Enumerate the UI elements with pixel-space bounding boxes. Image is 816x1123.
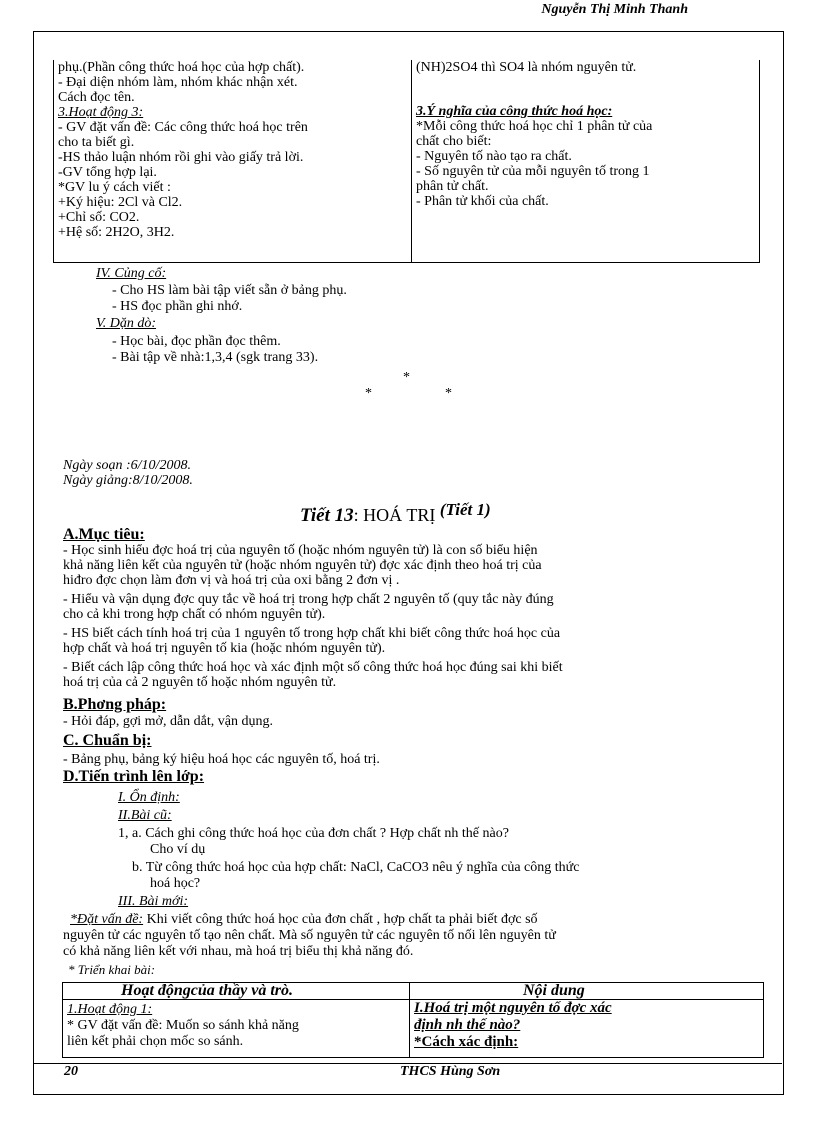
tt-left-heading: 3.Hoạt động 3: [58, 105, 144, 120]
muc-tieu-heading: A.Mục tiêu: [63, 526, 145, 543]
tt-left-line: - GV đặt vấn đề: Các công thức hoá học trên [58, 120, 308, 135]
iv-item: - Cho HS làm bài tập viết sẵn ở bảng phụ. [112, 283, 347, 298]
star-separator: * [365, 386, 372, 401]
bai-cu: II.Bài cũ: [118, 808, 172, 823]
tt-left-line: -HS thảo luận nhóm rồi ghi vào giấy trả lời. [58, 150, 304, 165]
tt-right-line: (NH)2SO4 thì SO4 là nhóm nguyên tử. [416, 60, 637, 75]
top-table-right [416, 60, 756, 209]
tt-right-line: - Phân tử khối của chất. [416, 194, 549, 209]
muc-tieu-line: - Biết cách lập công thức hoá học và xác định một số công thức hoá học đúng sai khi biết [63, 660, 563, 675]
v-label: V. Dặn dò: [96, 316, 157, 331]
date-giang: Ngày giảng:8/10/2008. [63, 473, 193, 488]
tt-left-line: *GV lu ý cách viết : [58, 180, 171, 195]
table-header-activity: Hoạt độngcủa thầy và trò. [121, 982, 294, 999]
activity-table [62, 982, 764, 1058]
tt-right-line: chất cho biết: [416, 134, 492, 149]
dat-van-de [70, 912, 538, 927]
v-item: - Bài tập về nhà:1,3,4 (sgk trang 33). [112, 350, 319, 365]
date-soan: Ngày soạn :6/10/2008. [63, 458, 191, 473]
muc-tieu-line: hợp chất và hoá trị nguyên tố kia (hoặc nhóm nguyên tử). [63, 641, 386, 656]
dat-van-de-text: Khi viết công thức hoá học của đơn chất , hợp chất ta phải biết đợc số [143, 912, 538, 927]
star-separator: * [403, 370, 410, 385]
chuan-bi-text: - Bảng phụ, bảng ký hiệu hoá học các nguyên tố, hoá trị. [63, 752, 380, 767]
question-1b: b. Từ công thức hoá học của hợp chất: NaCl, CaCO3 nêu ý nghĩa của công thức [132, 860, 580, 875]
tt-right-line: *Mỗi công thức hoá học chỉ 1 phân tử của [416, 119, 653, 134]
lesson-title [300, 500, 491, 526]
on-dinh: I. Ổn định: [118, 790, 180, 805]
top-table [53, 60, 760, 263]
content-heading-2: định nh thế nào? [414, 1017, 521, 1033]
activity-1-line: liên kết phải chọn mốc so sánh. [67, 1034, 244, 1049]
dat-van-de-line: nguyên tử các nguyên tố tạo nên chất. Mà số nguyên tử các nguyên tố nối lên nguyên tử [63, 928, 556, 943]
dat-van-de-label: *Đặt vấn đề: [70, 912, 144, 927]
tt-right-line: phân tử chất. [416, 179, 489, 194]
tt-left-line: cho ta biết gì. [58, 135, 135, 150]
content-heading-1: I.Hoá trị một nguyên tố đợc xác [414, 1000, 612, 1016]
tt-left-line: phụ.(Phần công thức hoá học của hợp chất). [58, 60, 305, 75]
footer-school: THCS Hùng Sơn [400, 1064, 501, 1079]
lesson-tiet: Tiết 13 [300, 505, 354, 526]
tt-left-line: Cách đọc tên. [58, 90, 135, 105]
tt-left-line: - Đại diện nhóm làm, nhóm khác nhận xét. [58, 75, 298, 90]
tt-right-heading: 3.Ý nghĩa của công thức hoá học: [416, 104, 613, 119]
v-item: - Học bài, đọc phần đọc thêm. [112, 334, 281, 349]
table-header-content: Nội dung [523, 982, 585, 999]
muc-tieu-line: khả năng liên kết của nguyên tử (hoặc nhóm nguyên tử) đợc xác định theo hoá trị của [63, 558, 542, 573]
tt-left-line: +Chỉ số: CO2. [58, 210, 140, 225]
content-cach-xac-dinh: *Cách xác định: [414, 1034, 519, 1050]
activity-1-line: * GV đặt vấn đề: Muốn so sánh khả năng [67, 1018, 299, 1033]
star-separator: * [445, 386, 452, 401]
trien-khai: * Triển khai bài: [68, 962, 156, 977]
tt-right-line: - Số nguyên tử của mỗi nguyên tố trong 1 [416, 164, 650, 179]
phuong-phap-text: - Hỏi đáp, gợi mở, dẫn dắt, vận dụng. [63, 714, 273, 729]
muc-tieu-line: - HS biết cách tính hoá trị của 1 nguyên tố trong hợp chất khi biết công thức hoá học của [63, 626, 561, 641]
tt-right-line: - Nguyên tố nào tạo ra chất. [416, 149, 572, 164]
tt-left-line: -GV tổng hợp lại. [58, 165, 157, 180]
activity-1-heading: 1.Hoạt động 1: [67, 1002, 153, 1017]
phuong-phap-heading: B.Phơng pháp: [63, 696, 167, 713]
muc-tieu-line: cho cả khi trong hợp chất có nhóm nguyên tử). [63, 607, 326, 622]
iv-label: IV. Củng cố: [96, 266, 167, 281]
chuan-bi-heading: C. Chuẩn bị: [63, 732, 152, 749]
muc-tieu-line: hoá trị của cả 2 nguyên tố hoặc nhóm nguyên tử. [63, 675, 337, 690]
dat-van-de-line: có khả năng liên kết với nhau, mà hoá trị biểu thị khả năng đó. [63, 944, 414, 959]
muc-tieu-line: - Hiểu và vận dụng đợc quy tắc về hoá trị trong hợp chất 2 nguyên tố (quy tắc này đúng [63, 592, 554, 607]
tien-trinh-heading: D.Tiến trình lên lớp: [63, 768, 205, 785]
page-number: 20 [64, 1064, 78, 1079]
muc-tieu-line: hiđro đợc chọn làm đơn vị và hoá trị của oxi bằng 2 đơn vị . [63, 573, 400, 588]
top-table-left [58, 60, 408, 240]
iv-item: - HS đọc phần ghi nhớ. [112, 299, 243, 314]
lesson-colon: : [353, 505, 359, 525]
question-1b-cont: hoá học? [150, 876, 201, 891]
header-author: Nguyễn Thị Minh Thanh [541, 2, 688, 17]
muc-tieu-body [63, 543, 756, 690]
bai-moi: III. Bài mới: [118, 894, 189, 909]
question-1a-cont: Cho ví dụ [150, 842, 206, 857]
lesson-part: (Tiết 1) [439, 500, 491, 519]
muc-tieu-line: - Học sinh hiểu đợc hoá trị của nguyên tố (hoặc nhóm nguyên tử) là con số biểu hiện [63, 543, 538, 558]
tt-left-line: +Hệ số: 2H2O, 3H2. [58, 225, 175, 240]
lesson-name: HOÁ TRỊ [363, 505, 436, 525]
tt-left-line: +Ký hiệu: 2Cl và Cl2. [58, 195, 183, 210]
question-1a: 1, a. Cách ghi công thức hoá học của đơn chất ? Hợp chất nh thế nào? [118, 826, 509, 841]
